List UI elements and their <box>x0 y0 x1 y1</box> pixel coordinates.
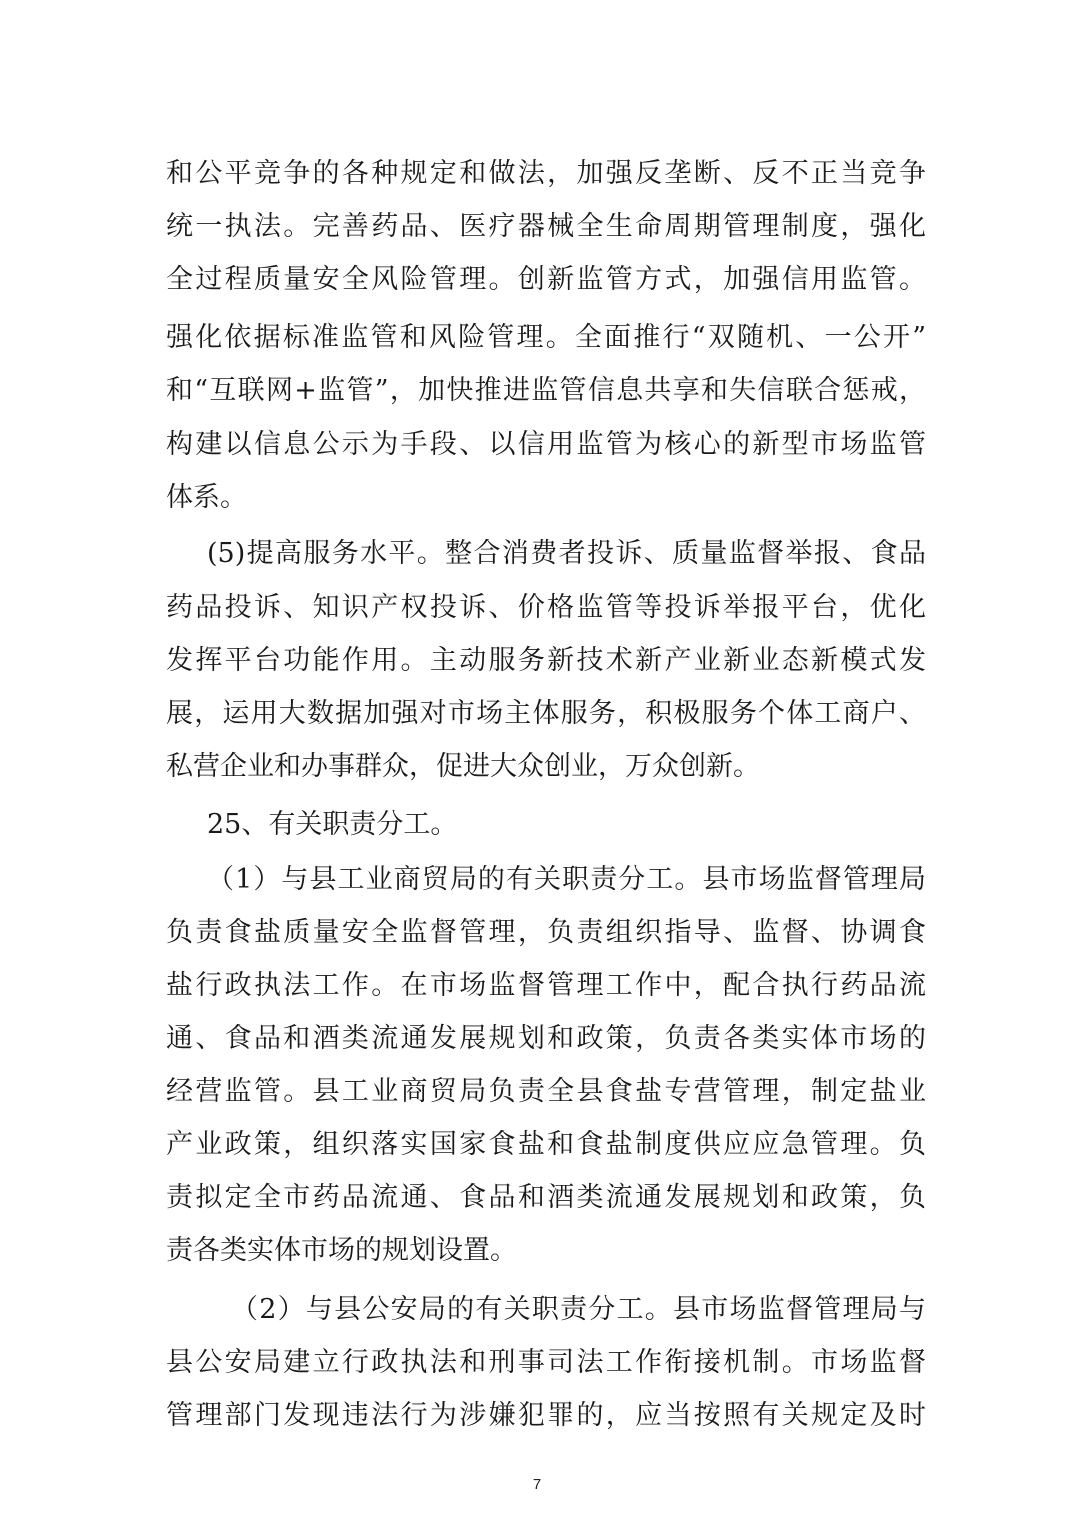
text-line: 通、食品和酒类流通发展规划和政策，负责各类实体市场的 <box>166 1023 926 1054</box>
text-line: 私营企业和办事群众，促进大众创业，万众创新。 <box>166 751 760 782</box>
text-line: 产业政策，组织落实国家食盐和食盐制度供应应急管理。负 <box>166 1129 926 1160</box>
text-line: 县公安局建立行政执法和刑事司法工作衔接机制。市场监督 <box>166 1347 926 1378</box>
page-number: 7 <box>532 1476 542 1493</box>
text-line: 强化依据标准监管和风险管理。全面推行“双随机、一公开” <box>166 322 926 353</box>
section-heading: 25、有关职责分工。 <box>207 809 458 840</box>
text-line: 责拟定全市药品流通、食品和酒类流通发展规划和政策，负 <box>166 1182 926 1213</box>
text-line: 发挥平台功能作用。主动服务新技术新产业新业态新模式发 <box>166 645 926 676</box>
text-line: 体系。 <box>166 482 247 513</box>
text-line: 全过程质量安全风险管理。创新监管方式，加强信用监管。 <box>166 264 926 295</box>
paragraph-heading: （1）与县工业商贸局的有关职责分工。县市场监督管理局 <box>207 864 926 895</box>
text-line: 盐行政执法工作。在市场监督管理工作中，配合执行药品流 <box>166 970 926 1001</box>
paragraph-heading: （2）与县公安局的有关职责分工。县市场监督管理局与 <box>231 1294 926 1325</box>
text-line: 经营监管。县工业商贸局负责全县食盐专营管理，制定盐业 <box>166 1076 926 1107</box>
text-line: 负责食盐质量安全监督管理，负责组织指导、监督、协调食 <box>166 917 926 948</box>
text-line: 责各类实体市场的规划设置。 <box>166 1235 517 1266</box>
text-line: 药品投诉、知识产权投诉、价格监管等投诉举报平台，优化 <box>166 592 926 623</box>
text-line: 统一执法。完善药品、医疗器械全生命周期管理制度，强化 <box>166 211 926 242</box>
text-line: 展，运用大数据加强对市场主体服务，积极服务个体工商户、 <box>166 698 926 729</box>
text-line: 管理部门发现违法行为涉嫌犯罪的，应当按照有关规定及时 <box>166 1400 926 1431</box>
text-line: 和“互联网+监管”，加快推进监管信息共享和失信联合惩戒， <box>166 375 926 406</box>
text-line: 构建以信息公示为手段、以信用监管为核心的新型市场监管 <box>166 429 926 460</box>
text-line: 和公平竞争的各种规定和做法，加强反垄断、反不正当竞争 <box>166 158 926 189</box>
paragraph-heading: (5)提高服务水平。整合消费者投诉、质量监督举报、食品 <box>207 538 926 569</box>
